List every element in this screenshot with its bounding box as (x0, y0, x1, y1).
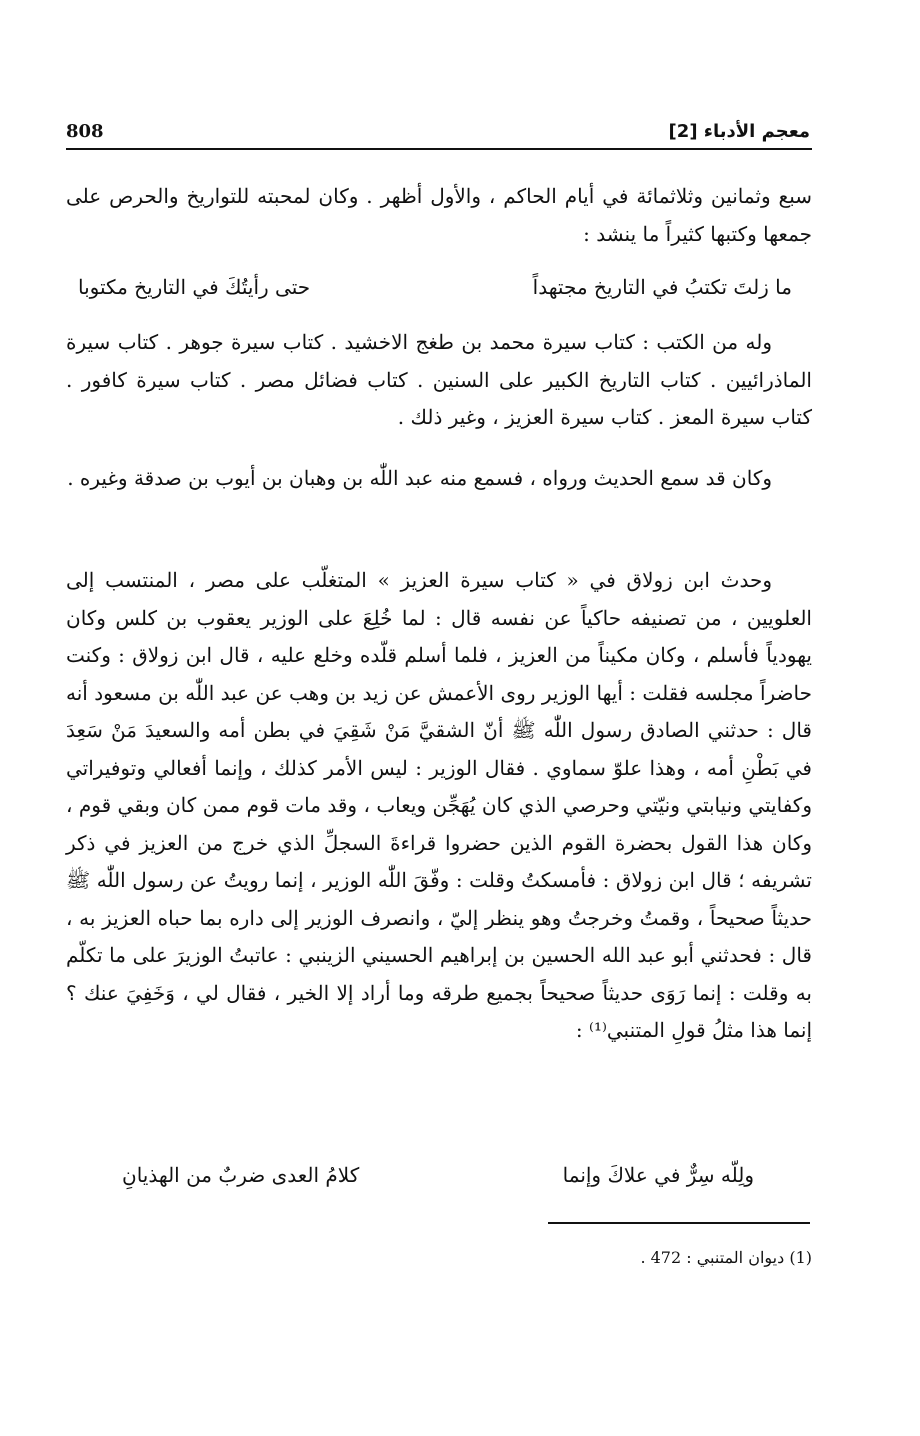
paragraph-text: سبع وثمانين وثلاثمائة في أيام الحاكم ، والأول أظهر . وكان لمحبته للتواريخ والحرص على جمعها وكتبها كثيراً ما ينشد : (66, 184, 812, 246)
verse-1-first-hemistich: ما زلتَ تكتبُ في التاريخ مجتهداً (532, 275, 792, 299)
page-number: 808 (66, 121, 104, 142)
footnote-rule (548, 1222, 810, 1224)
paragraph-4 (66, 562, 812, 1050)
footnote-text: (1) ديوان المتنبي : 472 . (640, 1248, 812, 1267)
verse-2-first-hemistich: ولِلّه سِرٌّ في علاكَ وإنما (562, 1163, 754, 1187)
paragraph-1 (66, 178, 812, 253)
verse-line-2 (66, 1156, 812, 1194)
paragraph-3 (66, 460, 812, 498)
verse-line-1 (66, 268, 812, 306)
paragraph-text: وحدث ابن زولاق في « كتاب سيرة العزيز » المتغلّب على مصر ، المنتسب إلى العلويين ، من تصنيفه حاكياً عن نفسه قال : لما خُلِعَ على الوزير يعقوب بن كلس وكان يهودياً فأسلم ، وكان مكيناً من العزيز ، فلما أسلم قلّده وخلع عليه ، قال ابن زولاق : وكنت حاضراً مجلسه فقلت : أيها الوزير روى الأعمش عن زيد بن وهب عن عبد اللّٰه بن مسعود أنه قال : حدثني الصادق رسول اللّٰه ﷺ أنّ الشقيَّ مَنْ شَقِيَ في بطن أمه والسعيدَ مَنْ سَعِدَ في بَطْنِ أمه ، وهذا علوّ سماوي . فقال الوزير : ليس الأمر كذلك ، وإنما أفعالي وتوفيراتي وكفايتي ونيابتي ونيّتي وحرصي الذي كان يُهَجِّن ويعاب ، وقد مات قوم ممن كان وبقي قوم ، وكان هذا القول بحضرة القوم الذين حضروا قراءةَ السجلِّ الذي خرج من العزيز في ذكر تشريفه ؛ قال ابن زولاق : فأمسكتُ وقلت : وفّقَ اللّٰه الوزير ، إنما رويتُ عن رسول اللّٰه ﷺ حديثاً صحيحاً ، وقمتُ وخرجتُ وهو ينظر إليّ ، وانصرف الوزير إلى داره بما حباه العزيز به ، قال : فحدثني أبو عبد الله الحسين بن إبراهيم الحسيني الزينبي : عاتبتُ الوزيرَ على ما تكلّم به وقلت : إنما رَوَى حديثاً صحيحاً بجميع طرقه وما أراد إلا الخير ، فقال لي ، وَخَفِيَ عنك ؟ إنما هذا مثلُ قولِ المتنبي⁽¹⁾ : (66, 568, 813, 1042)
verse-2-second-hemistich: كلامُ العدى ضربٌ من الهذيانِ (122, 1163, 360, 1187)
paragraph-text: وكان قد سمع الحديث ورواه ، فسمع منه عبد اللّٰه بن وهبان بن أيوب بن صدقة وغيره . (67, 466, 772, 490)
paragraph-2 (66, 324, 812, 437)
running-title: معجم الأدباء [2] (668, 121, 810, 142)
paragraph-text: وله من الكتب : كتاب سيرة محمد بن طغج الاخشيد . كتاب سيرة جوهر . كتاب سيرة الماذرائيين . كتاب التاريخ الكبير على السنين . كتاب فضائل مصر . كتاب سيرة كافور . كتاب سيرة المعز . كتاب سيرة العزيز ، وغير ذلك . (66, 330, 812, 429)
footnote (66, 1246, 812, 1270)
header-rule (66, 148, 812, 150)
verse-1-second-hemistich: حتى رأيتُكَ في التاريخ مكتوبا (78, 275, 311, 299)
running-head (66, 112, 810, 142)
